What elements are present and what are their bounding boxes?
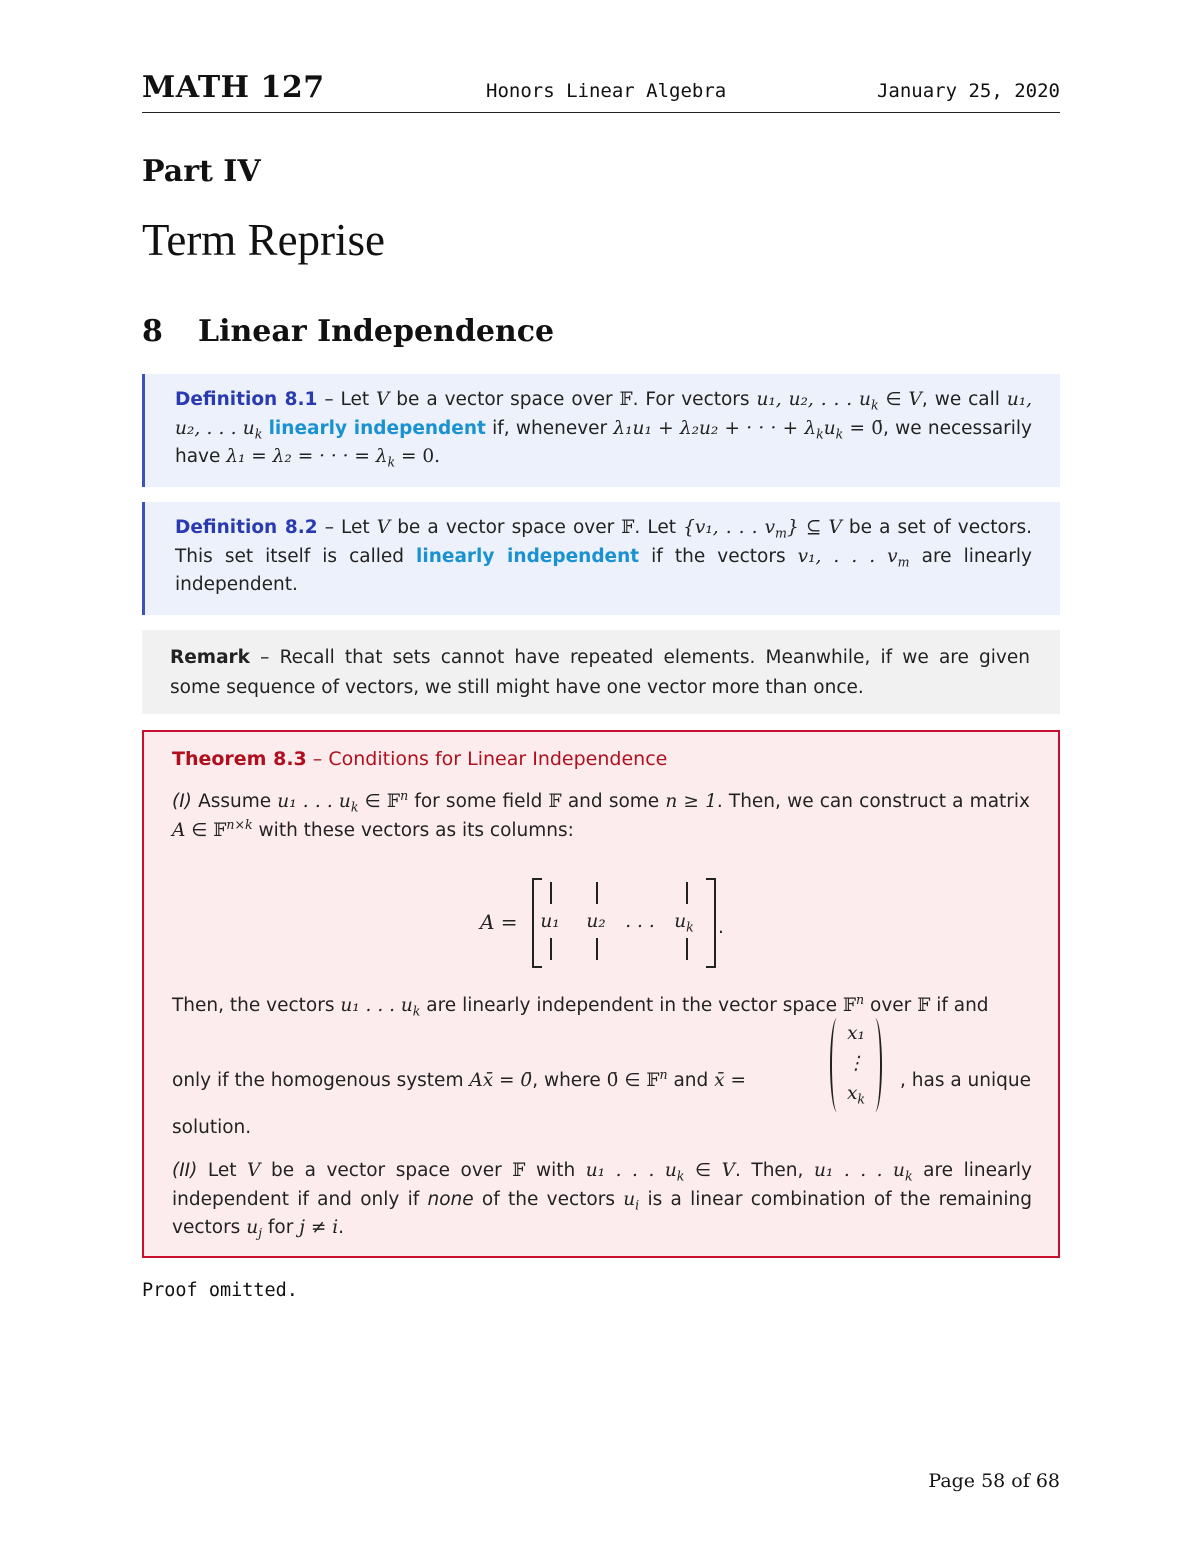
theorem-name: Conditions for Linear Independence bbox=[328, 748, 668, 770]
matrix-column: u₂ bbox=[586, 911, 606, 932]
matrix-column: $u_k$ bbox=[674, 911, 694, 935]
course-title: Honors Linear Algebra bbox=[486, 80, 727, 102]
column-bar bbox=[596, 882, 598, 904]
definition-8-2: Definition 8.2 – Let V be a vector space over 𝔽. Let {v₁, . . . $v_m$} ⊆ V be a set of vectors. This set itself is called linearly independent if the vectors v₁, . . . $v_m$ are linearly independent. bbox=[142, 502, 1060, 615]
column-bar bbox=[550, 938, 552, 960]
definition-8-1: Definition 8.1 – Let V be a vector space over 𝔽. For vectors u₁, u₂, . . . $u_k$ ∈ V, we call u₁, u₂, . . . $u_k$ linearly independent if, whenever λ₁u₁ + λ₂u₂ + · · · + $\lambda_ku_k$ = 0̄, we necessarily have λ₁ = λ₂ = · · · = $\lambda_k = 0$. bbox=[142, 374, 1060, 487]
theorem-label: Theorem 8.3 bbox=[172, 748, 307, 770]
keyword-linearly-independent: linearly independent bbox=[416, 545, 640, 567]
matrix-period: . bbox=[718, 917, 724, 938]
page-number: Page 58 of 68 bbox=[928, 1470, 1060, 1492]
remark-label: Remark bbox=[170, 647, 250, 668]
section-number: 8 bbox=[142, 314, 163, 349]
column-bar bbox=[550, 882, 552, 904]
course-code: MATH 127 bbox=[142, 70, 325, 105]
matrix-A bbox=[480, 878, 740, 966]
column-bar bbox=[686, 938, 688, 960]
part-label: Part IV bbox=[142, 154, 261, 189]
section-heading bbox=[142, 314, 554, 349]
column-bar bbox=[596, 938, 598, 960]
theorem-part-1: (I) Assume u₁ . . . $u_k$ ∈ 𝔽$^n$ for some field 𝔽 and some n ≥ 1. Then, we can construct a matrix A ∈ 𝔽$^{n\times k}$ with these vectors as its columns: bbox=[172, 787, 1030, 841]
page bbox=[142, 0, 1060, 1553]
header-date: January 25, 2020 bbox=[876, 80, 1060, 102]
vector-entry: x₁ bbox=[847, 1023, 865, 1044]
matrix-lhs: A = bbox=[480, 910, 518, 934]
column-bar bbox=[686, 882, 688, 904]
theorem-part-2: (II) Let V be a vector space over 𝔽 with u₁ . . . $u_k$ ∈ V. Then, u₁ . . . $u_k$ are linearly independent if and only if none of the vectors $u_i$ is a linear combination of the remaining vectors $u_j$ for j ≠ i. bbox=[172, 1160, 1033, 1241]
remark-box: Remark – Recall that sets cannot have repeated elements. Meanwhile, if we are given some sequence of vectors, we still might have one vector more than once. bbox=[142, 630, 1060, 714]
theorem-heading: Theorem 8.3 – Conditions for Linear Independence bbox=[172, 748, 668, 770]
right-paren bbox=[868, 1018, 882, 1112]
vector-entry: ⋮ bbox=[846, 1053, 866, 1074]
solution-word: solution. bbox=[172, 1117, 252, 1138]
section-title: Linear Independence bbox=[198, 314, 555, 349]
matrix-column: u₁ bbox=[540, 911, 560, 932]
matrix-column: . . . bbox=[625, 911, 655, 932]
theorem-part-1-conclusion: Then, the vectors u₁ . . . $u_k$ are linearly independent in the vector space 𝔽$^n$ over 𝔽 if and bbox=[172, 991, 989, 1019]
keyword-linearly-independent: linearly independent bbox=[268, 417, 486, 439]
theorem-8-3 bbox=[142, 730, 1060, 1258]
definition-label: Definition 8.2 bbox=[175, 517, 318, 538]
right-bracket bbox=[706, 878, 716, 968]
part-title: Term Reprise bbox=[142, 215, 386, 265]
proof-note: Proof omitted. bbox=[142, 1280, 298, 1301]
vector-entry: $x_k$ bbox=[846, 1083, 866, 1107]
remark-text: Recall that sets cannot have repeated elements. Meanwhile, if we are given some sequence of vectors, we still might have one vector more than once. bbox=[170, 647, 1030, 698]
definition-label: Definition 8.1 bbox=[175, 389, 318, 410]
vector-line: only if the homogenous system Ax̄ = 0̄, where 0̄ ∈ 𝔽$^n$ and x̄ = , has a unique bbox=[172, 1066, 1031, 1091]
page-header bbox=[142, 68, 1060, 113]
vector-x bbox=[830, 1018, 882, 1114]
